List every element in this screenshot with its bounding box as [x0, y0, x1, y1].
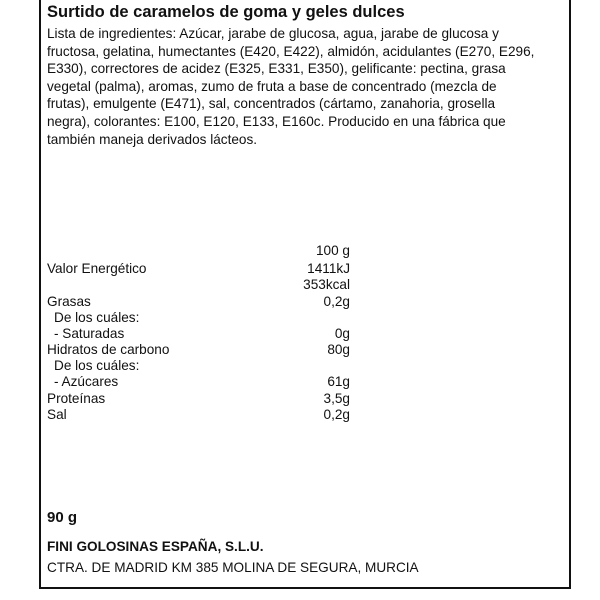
nutrition-label: De los cuáles: — [54, 358, 140, 373]
nutrition-row-sugars — [0, 374, 600, 392]
nutrition-value: 0,2g — [323, 407, 350, 422]
nutrition-label: Valor Energético — [47, 261, 147, 276]
ingredients-line: E330), correctores de acidez (E325, E331, E350), gelificante: pectina, grasa — [47, 61, 506, 77]
manufacturer-address: CTRA. DE MADRID KM 385 MOLINA DE SEGURA, MURCIA — [47, 560, 419, 575]
nutrition-label: - Saturadas — [54, 326, 125, 341]
ingredients-line: también maneja derivados lácteos. — [47, 131, 258, 147]
net-weight: 90 g — [47, 509, 78, 526]
nutrition-value: 353kcal — [303, 277, 350, 292]
nutrition-row-salt — [0, 407, 600, 425]
product-title: Surtido de caramelos de goma y geles dulces — [47, 3, 405, 21]
ingredients-line: fructosa, gelatina, humectantes (E420, E422), almidón, acidulantes (E270, E296, — [47, 43, 535, 59]
nutrition-label: Proteínas — [47, 391, 106, 406]
nutrition-label: Hidratos de carbono — [47, 342, 170, 357]
ingredients-line: Lista de ingredientes: Azúcar, jarabe de glucosa, agua, jarabe de glucosa y — [47, 26, 499, 41]
nutrition-header: 100 g — [315, 243, 350, 258]
nutrition-label: De los cuáles: — [54, 310, 140, 325]
ingredients-line: vegetal (palma), aromas, zumo de fruta a base de concentrado (mezcla de — [47, 78, 497, 94]
nutrition-value: 0g — [334, 326, 350, 341]
nutrition-header-row — [0, 243, 600, 261]
ingredients-list — [47, 25, 567, 148]
nutrition-label: Sal — [47, 407, 67, 422]
nutrition-label: - Azúcares — [54, 374, 119, 389]
nutrition-label: Grasas — [47, 294, 91, 309]
nutrition-value: 0,2g — [323, 294, 350, 309]
nutrition-value: 3,5g — [323, 391, 350, 406]
ingredients-line: frutas), emulgente (E471), sal, concentrados (cártamo, zanahoria, grosella — [47, 96, 496, 112]
nutrition-value: 80g — [327, 342, 350, 357]
nutrition-value: 1411kJ — [307, 261, 350, 276]
manufacturer-name: FINI GOLOSINAS ESPAÑA, S.L.U. — [47, 539, 264, 554]
ingredients-line: negra), colorantes: E100, E120, E133, E160c. Producido en una fábrica que — [47, 113, 506, 129]
nutrition-value: 61g — [327, 374, 350, 389]
nutrition-row-energy-kcal — [0, 277, 600, 295]
